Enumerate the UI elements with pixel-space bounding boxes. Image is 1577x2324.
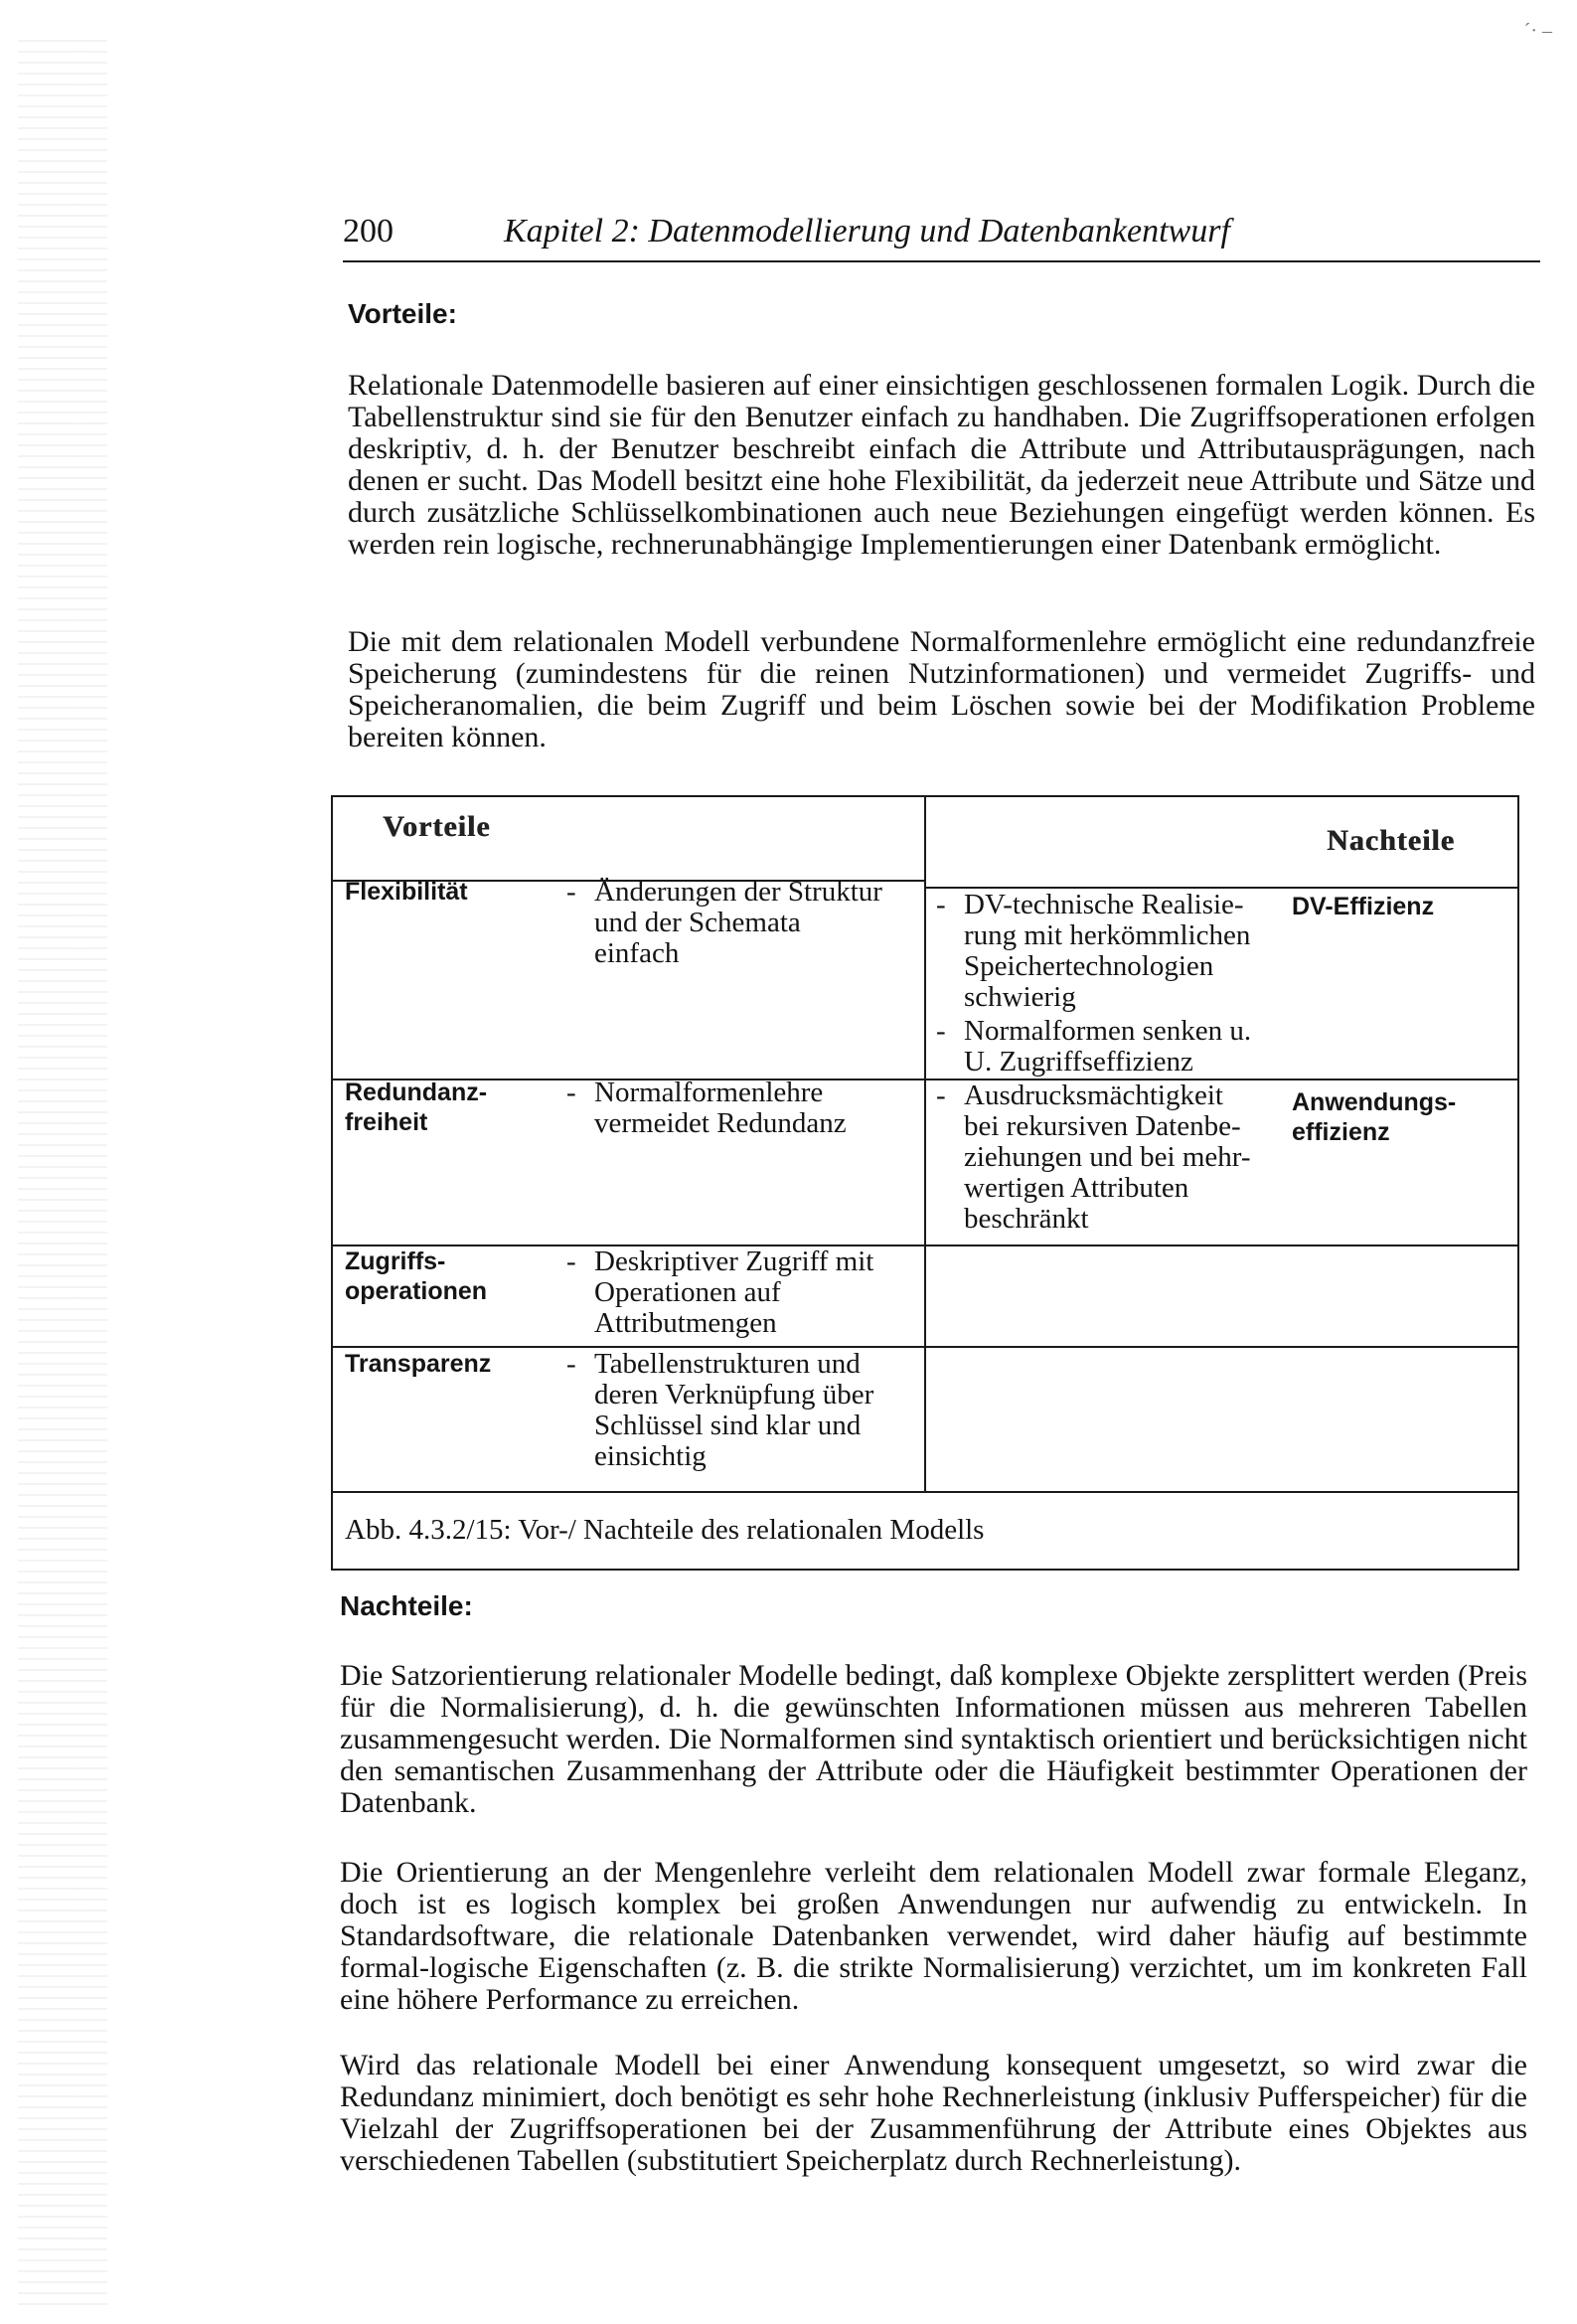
page-number: 200 bbox=[343, 213, 394, 249]
nachteile-paragraph-3: Wird das relationale Modell bei einer Anwendung konsequent umgesetzt, so wird zwar die Redundanz minimiert, doch benötigt es sehr hohe Rechnerleistung (inklusiv Pufferspeicher) für die Vielzahl der Zugriffsoperationen bei der Zusammenführung der Attribute eines Objektes aus verschiedenen Tabellen (substitutiert Speicherplatz durch Rechnerleistung). bbox=[340, 2049, 1527, 2177]
row-label-zugriffsoperationen: Zugriffs- operationen bbox=[345, 1247, 488, 1305]
running-title: Kapitel 2: Datenmodellierung und Datenbankentwurf bbox=[504, 213, 1230, 249]
figure-caption: Abb. 4.3.2/15: Vor-/ Nachteile des relationalen Modells bbox=[345, 1514, 985, 1546]
figure-header-nachteile: Nachteile bbox=[1327, 824, 1455, 857]
figure-header-vorteile: Vorteile bbox=[383, 810, 491, 843]
vorteile-paragraph-2: Die mit dem relationalen Modell verbundene Normalformenlehre ermöglicht eine redundanzfreie Speicherung (zumindestens für die reinen Nutzinformationen) und vermeidet Zugriffs- und Speicheranomalien, die beim Zugriff und beim Löschen sowie bei der Modifikation Probleme bereiten können. bbox=[348, 625, 1535, 753]
disadvantage-label-anwendungseffizienz: Anwendungs- effizienz bbox=[1292, 1088, 1457, 1146]
disadvantage-label-dv-effizienz: DV-Effizienz bbox=[1292, 893, 1435, 920]
page-content bbox=[343, 199, 1540, 262]
vorteile-heading: Vorteile: bbox=[348, 298, 457, 329]
nachteile-paragraph-1: Die Satzorientierung relationaler Modelle bedingt, daß komplexe Objekte zersplittert werden (Preis für die Normalisierung), d. h. die gewünschten Informationen müssen aus mehreren Tabellen zusammengesucht werden. Die Normalformen sind syntaktisch orientiert und berücksichtigen nicht den semantischen Zusammenhang der Attribute oder die Häufigkeit bestimmter Operationen der Datenbank. bbox=[340, 1659, 1527, 1819]
row-label-redundanzfreiheit: Redundanz- freiheit bbox=[345, 1079, 488, 1136]
scan-corner-mark: ´· – bbox=[1523, 20, 1552, 42]
row-label-transparenz: Transparenz bbox=[345, 1350, 492, 1378]
nachteile-heading: Nachteile: bbox=[340, 1590, 473, 1621]
comparison-figure: Vorteile Nachteile Flexibilität - Änderungen der Struktur und der Schemata einfach Redundanz- freiheit - Normalformenlehre vermeidet Redundanz Zugriffs- operationen - Deskriptiver Zugriff mit Operationen auf Attributmengen Transparenz - Tabellenstrukturen und deren Verknüpfung über Schlüssel sind klar und einsichtig - DV-technische Realisie- rung mit herkömmlichen Speichertechnologien schwierig - Normalformen senken u. U. Zugriffseffizienz DV-Effizienz - Ausdrucksmächtigkeit bei rekursiven Datenbe- ziehungen und bei mehr- wertigen Attributen beschränkt Anwendungs- effizienz Abb. 4.3.2/15: Vor-/ Nachteile des relationalen Modells bbox=[331, 795, 1519, 1571]
nachteile-paragraph-2: Die Orientierung an der Mengenlehre verleiht dem relationalen Modell zwar formale Eleganz, doch ist es logisch komplex bei großen Anwendungen nur aufwendig zu entwickeln. In Standardsoftware, die relationale Datenbanken verwendet, wird daher häufig auf bestimmte formal-logische Eigenschaften (z. B. die strikte Normalisierung) verzichtet, um im konkreten Fall eine höhere Performance zu erreichen. bbox=[340, 1856, 1527, 2016]
row-label-flexibilitaet: Flexibilität bbox=[345, 878, 468, 906]
running-header bbox=[343, 199, 1540, 262]
vorteile-paragraph-1: Relationale Datenmodelle basieren auf einer einsichtigen geschlossenen formalen Logik. Durch die Tabellenstruktur sind sie für den Benutzer einfach zu handhaben. Die Zugriffsoperationen erfolgen deskriptiv, d. h. der Benutzer beschreibt einfach die Attribute und Attributausprägungen, nach denen er sucht. Das Modell besitzt eine hohe Flexibilität, da jederzeit neue Attribute und Sätze und durch zusätzliche Schlüsselkombinationen auch neue Beziehungen eingefügt werden können. Es werden rein logische, rechnerunabhängige Implementierungen einer Datenbank ermöglicht. bbox=[348, 369, 1535, 561]
scan-binding-edge bbox=[18, 40, 107, 2306]
